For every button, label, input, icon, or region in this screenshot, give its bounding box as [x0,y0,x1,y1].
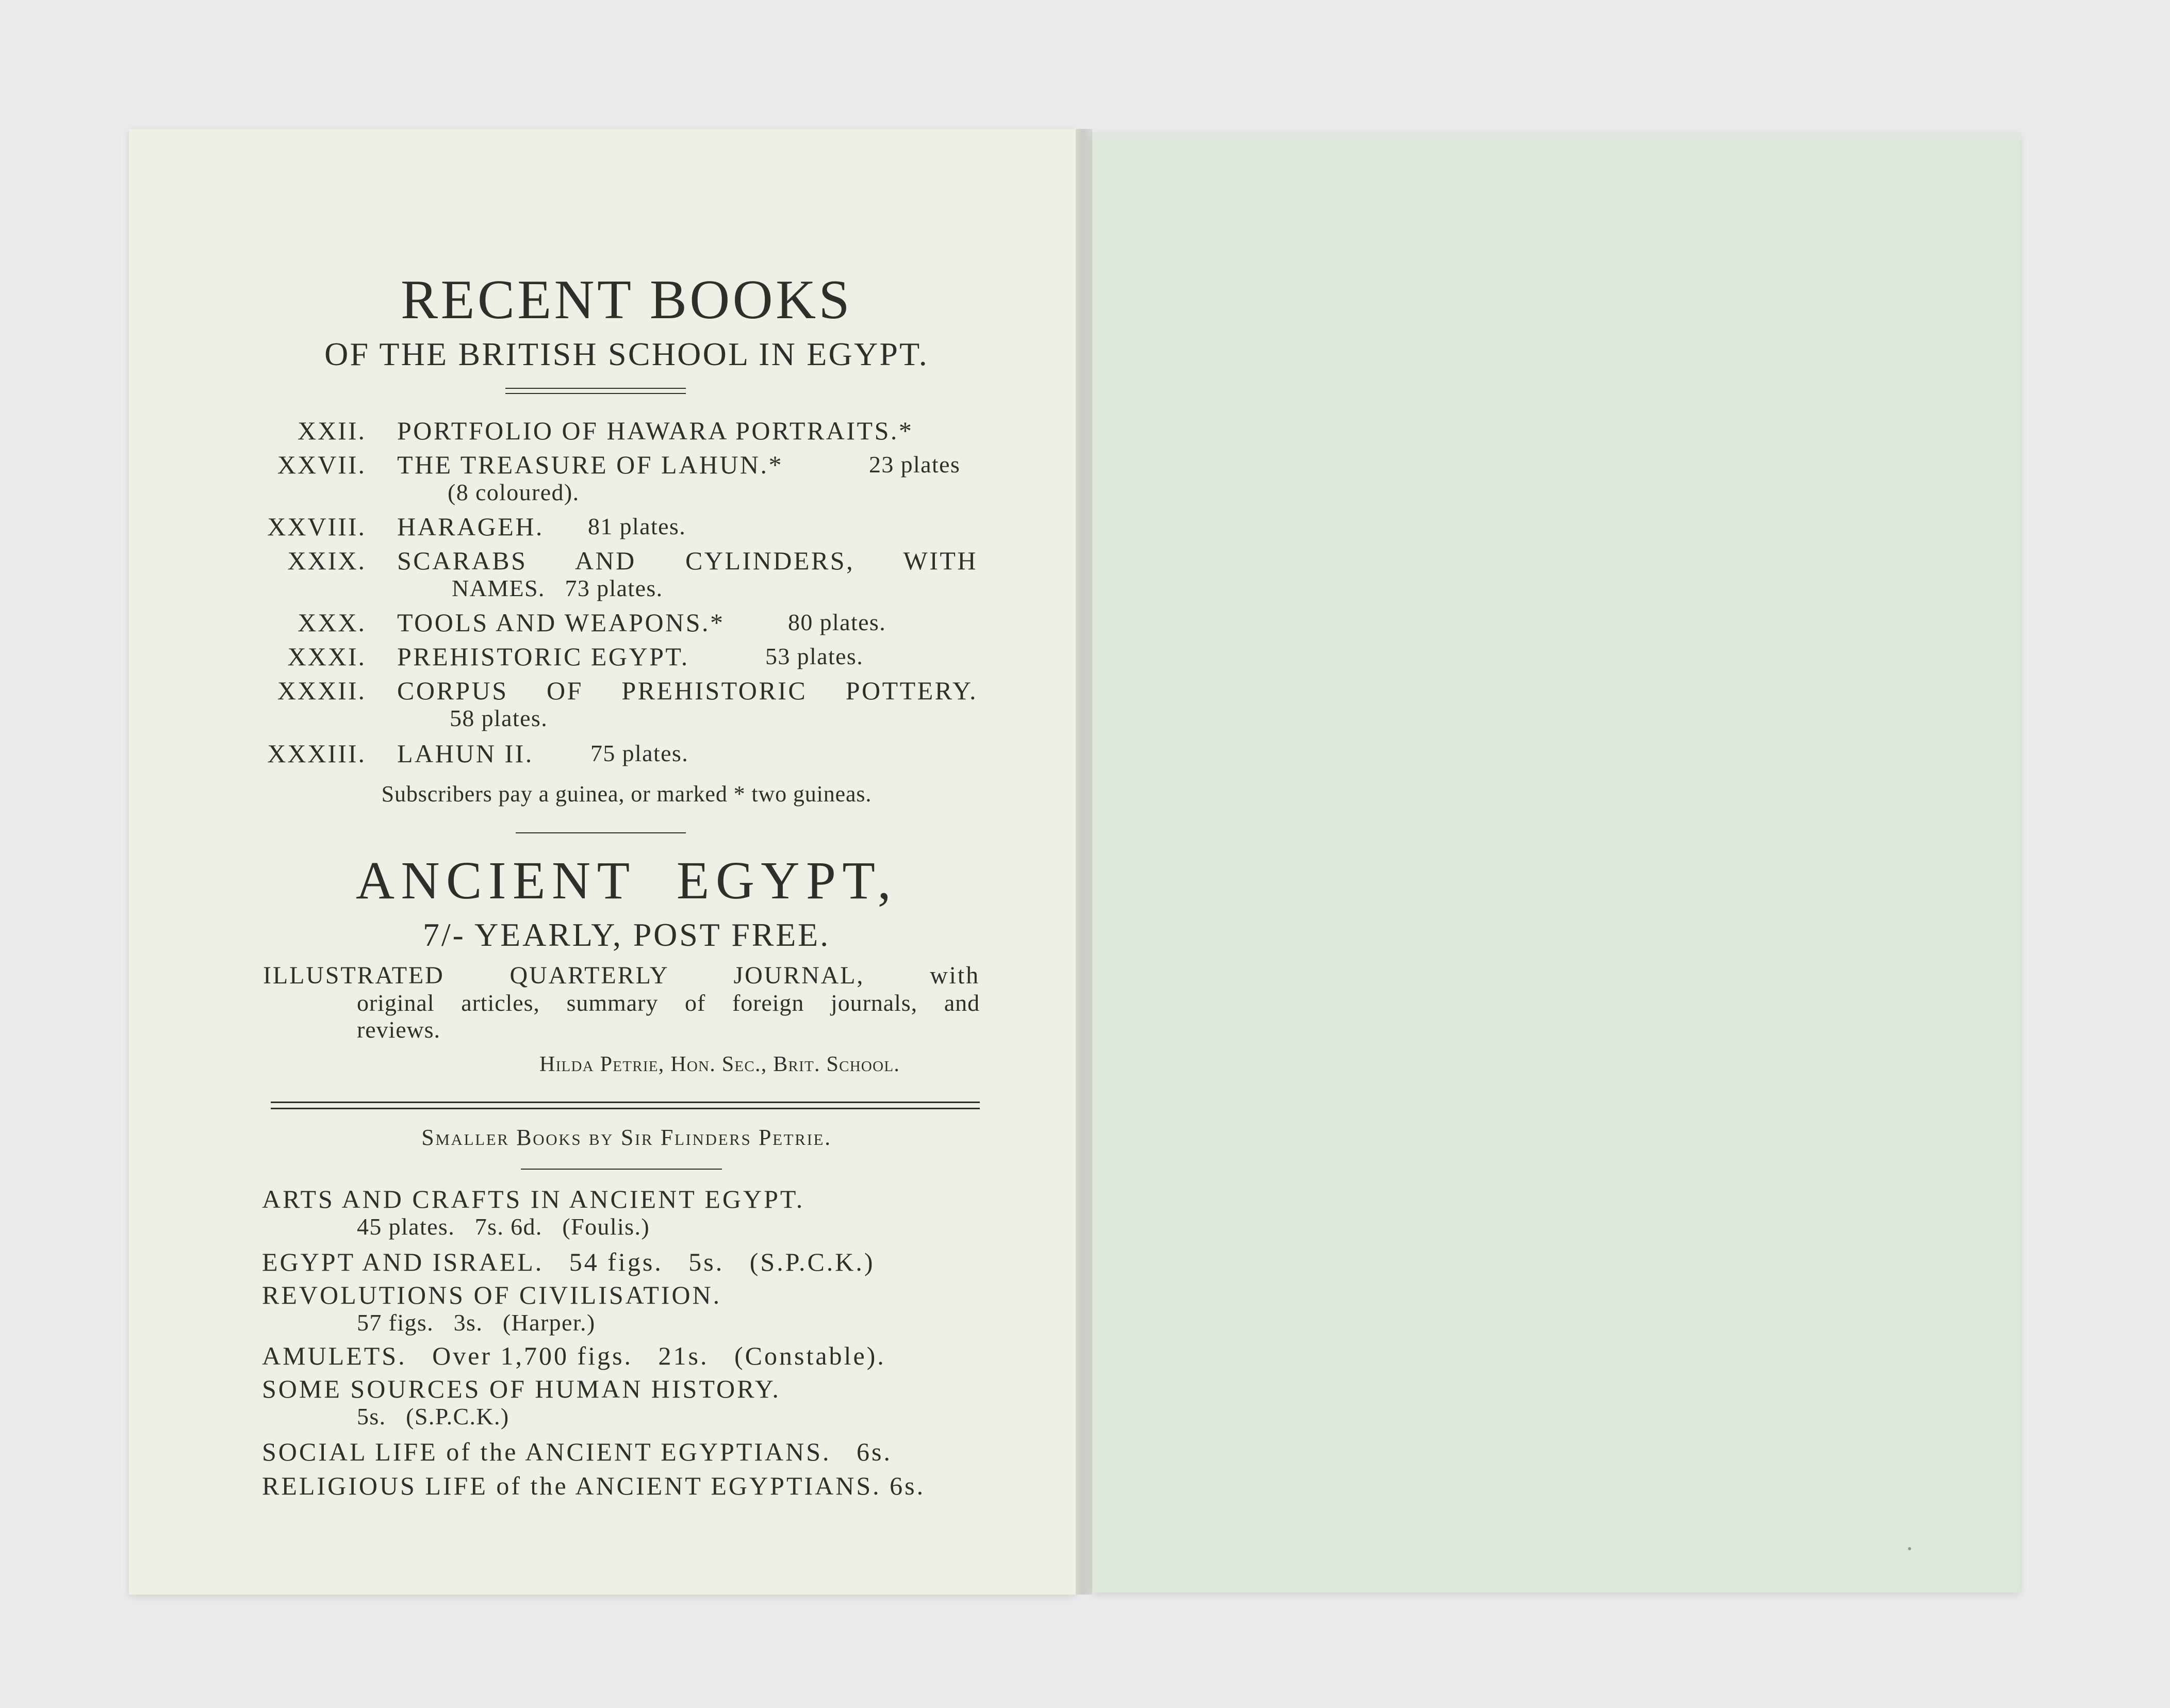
paper-speck [1908,1547,1911,1550]
book-title: LAHUN II. [397,739,534,768]
book-title: HARAGEH. [397,512,544,541]
book-title: PORTFOLIO OF HAWARA PORTRAITS.* [397,416,914,445]
book-title: CORPUS OF PREHISTORIC POTTERY. [397,676,978,705]
book-title: THE TREASURE OF LAHUN.* [397,450,784,479]
smaller-book-detail: 45 plates. 7s. 6d. (Foulis.) [357,1213,650,1240]
smaller-book-title: EGYPT AND ISRAEL. 54 figs. 5s. (S.P.C.K.) [262,1247,875,1276]
smaller-book-detail: 57 figs. 3s. (Harper.) [357,1309,596,1336]
recent-books-title: RECENT BOOKS [401,269,852,331]
book-continuation: 58 plates. [450,705,548,731]
smaller-books-heading: Smaller Books by Sir Flinders Petrie. [421,1125,832,1150]
section-rule [516,832,686,833]
book-number: XXVIII. [267,512,366,541]
double-rule-wide-top [271,1102,980,1103]
journal-description-line2: original articles, summary of foreign journals, and [357,990,980,1016]
smaller-book-title: RELIGIOUS LIFE of the ANCIENT EGYPTIANS. 6s. [262,1471,926,1500]
journal-description-line3: reviews. [357,1016,440,1043]
double-rule-bottom [505,393,686,394]
smaller-book-title: AMULETS. Over 1,700 figs. 21s. (Constable). [262,1341,886,1370]
book-detail: 53 plates. [765,643,864,669]
book-title: TOOLS AND WEAPONS.* [397,608,725,637]
book-continuation: NAMES. 73 plates. [452,575,663,601]
journal-signature: Hilda Petrie, Hon. Sec., Brit. School. [539,1053,900,1076]
right-page-blank [1092,133,2020,1592]
book-title: SCARABS AND CYLINDERS, WITH [397,546,978,575]
book-number: XXIX. [287,546,366,575]
journal-description-line1: ILLUSTRATED QUARTERLY JOURNAL, with [263,962,980,989]
smaller-book-title: REVOLUTIONS OF CIVILISATION. [262,1280,722,1309]
double-rule-top [505,388,686,389]
book-detail: 23 plates [869,451,961,478]
subscribers-note: Subscribers pay a guinea, or marked * two guineas. [381,781,872,807]
book-detail: 80 plates. [788,609,886,635]
book-detail: 75 plates. [590,740,689,766]
book-number: XXXIII. [267,739,366,768]
smaller-books-rule [521,1169,722,1170]
smaller-book-title: SOME SOURCES OF HUMAN HISTORY. [262,1374,781,1403]
recent-books-subtitle: OF THE BRITISH SCHOOL IN EGYPT. [324,336,929,372]
journal-title: ANCIENT EGYPT, [355,851,898,910]
book-number: XXVII. [277,450,366,479]
book-title: PREHISTORIC EGYPT. [397,642,689,671]
smaller-book-title: SOCIAL LIFE of the ANCIENT EGYPTIANS. 6s. [262,1437,892,1466]
book-number: XXXI. [287,642,366,671]
book-detail: 81 plates. [588,513,686,539]
double-rule-wide-bottom [271,1108,980,1109]
book-number: XXX. [298,608,366,637]
smaller-book-title: ARTS AND CRAFTS IN ANCIENT EGYPT. [262,1185,805,1213]
book-continuation: (8 coloured). [448,479,580,505]
journal-price: 7/- YEARLY, POST FREE. [423,916,830,953]
smaller-book-detail: 5s. (S.P.C.K.) [357,1403,509,1430]
book-number: XXII. [297,416,366,445]
book-number: XXXII. [277,676,366,705]
